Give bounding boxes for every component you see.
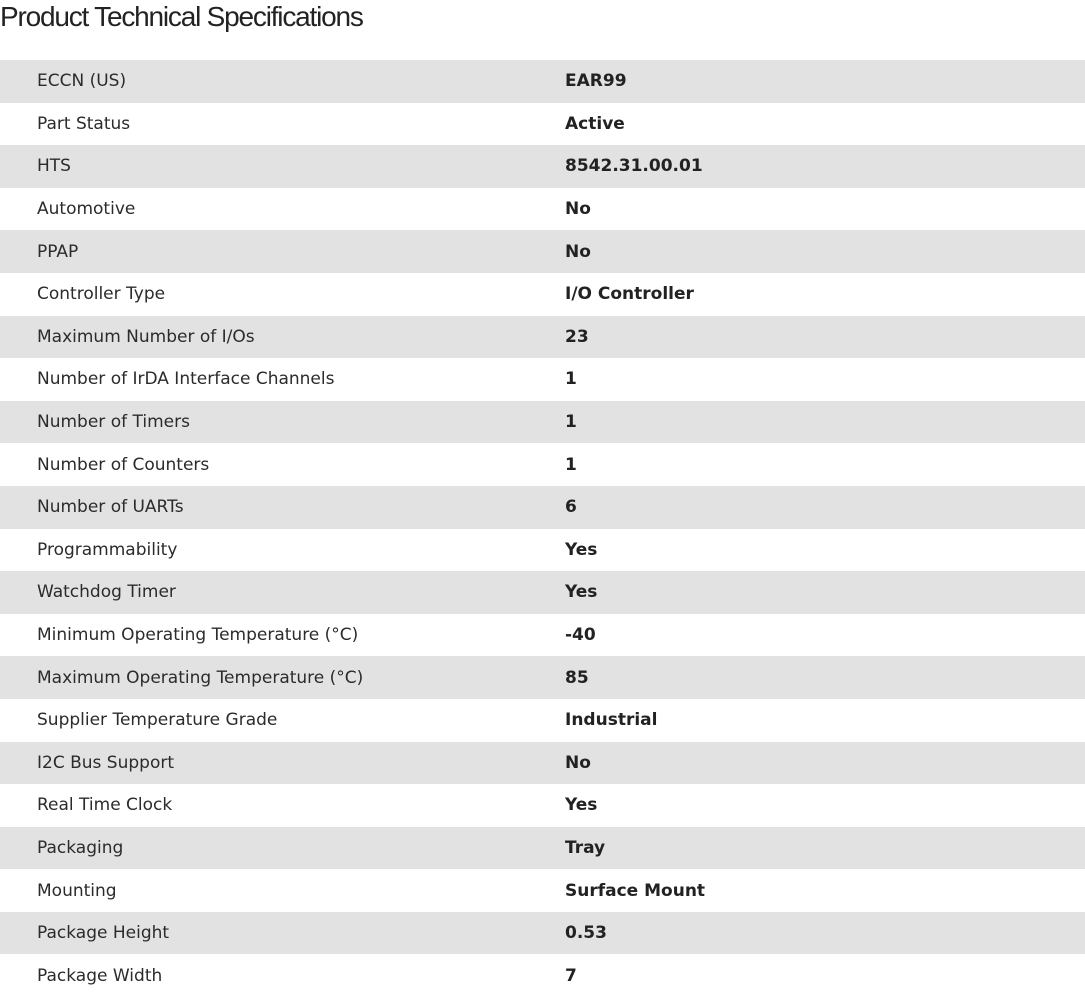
spec-label: Number of IrDA Interface Channels bbox=[37, 369, 335, 390]
spec-label: HTS bbox=[37, 156, 71, 177]
spec-row bbox=[0, 273, 1085, 316]
spec-label: Maximum Number of I/Os bbox=[37, 326, 255, 347]
spec-row bbox=[0, 145, 1085, 188]
spec-row bbox=[0, 699, 1085, 742]
spec-value: 7 bbox=[565, 965, 577, 986]
spec-row bbox=[0, 230, 1085, 273]
spec-row bbox=[0, 103, 1085, 146]
spec-value: 0.53 bbox=[565, 923, 607, 944]
spec-value: -40 bbox=[565, 625, 596, 646]
spec-label: Part Status bbox=[37, 113, 131, 134]
spec-row bbox=[0, 742, 1085, 785]
page-title: Product Technical Specifications bbox=[0, 1, 363, 32]
spec-label: Watchdog Timer bbox=[37, 582, 176, 603]
spec-label: Package Height bbox=[37, 923, 170, 944]
spec-label: Automotive bbox=[37, 199, 136, 220]
spec-row bbox=[0, 188, 1085, 231]
spec-value: Industrial bbox=[565, 710, 658, 731]
spec-label: Package Width bbox=[37, 965, 163, 986]
spec-label: Real Time Clock bbox=[37, 795, 173, 816]
spec-row bbox=[0, 60, 1085, 103]
spec-row bbox=[0, 827, 1085, 870]
spec-label: I2C Bus Support bbox=[37, 752, 175, 773]
spec-value: 23 bbox=[565, 326, 589, 347]
spec-label: PPAP bbox=[37, 241, 79, 262]
spec-row bbox=[0, 912, 1085, 955]
spec-label: Number of Counters bbox=[37, 454, 210, 475]
spec-row bbox=[0, 614, 1085, 657]
spec-label: Mounting bbox=[37, 880, 117, 901]
spec-label: ECCN (US) bbox=[37, 71, 127, 92]
spec-value: Surface Mount bbox=[565, 880, 706, 901]
spec-value: 6 bbox=[565, 497, 577, 518]
spec-label: Minimum Operating Temperature (°C) bbox=[37, 625, 359, 646]
spec-label: Number of Timers bbox=[37, 412, 190, 433]
spec-row bbox=[0, 443, 1085, 486]
spec-label: Supplier Temperature Grade bbox=[37, 710, 278, 731]
spec-row bbox=[0, 401, 1085, 444]
spec-value: Yes bbox=[565, 539, 598, 560]
spec-value: 1 bbox=[565, 369, 577, 390]
spec-value: Yes bbox=[565, 582, 598, 603]
spec-value: 1 bbox=[565, 454, 577, 475]
spec-label: Controller Type bbox=[37, 284, 166, 305]
spec-row bbox=[0, 571, 1085, 614]
spec-value: Tray bbox=[565, 837, 606, 858]
spec-value: No bbox=[565, 752, 591, 773]
spec-row bbox=[0, 358, 1085, 401]
spec-value: EAR99 bbox=[565, 71, 627, 92]
spec-row bbox=[0, 529, 1085, 572]
spec-label: Programmability bbox=[37, 539, 178, 560]
spec-value: Active bbox=[565, 113, 625, 134]
spec-value: No bbox=[565, 241, 591, 262]
spec-label: Packaging bbox=[37, 837, 124, 858]
spec-value: Yes bbox=[565, 795, 598, 816]
spec-row bbox=[0, 656, 1085, 699]
spec-table bbox=[0, 60, 1085, 997]
spec-value: 1 bbox=[565, 412, 577, 433]
spec-row bbox=[0, 784, 1085, 827]
spec-value: 85 bbox=[565, 667, 589, 688]
spec-value: No bbox=[565, 199, 591, 220]
spec-label: Number of UARTs bbox=[37, 497, 184, 518]
spec-row bbox=[0, 486, 1085, 529]
spec-value: I/O Controller bbox=[565, 284, 694, 305]
spec-row bbox=[0, 869, 1085, 912]
spec-label: Maximum Operating Temperature (°C) bbox=[37, 667, 364, 688]
spec-value: 8542.31.00.01 bbox=[565, 156, 703, 177]
spec-row bbox=[0, 316, 1085, 359]
